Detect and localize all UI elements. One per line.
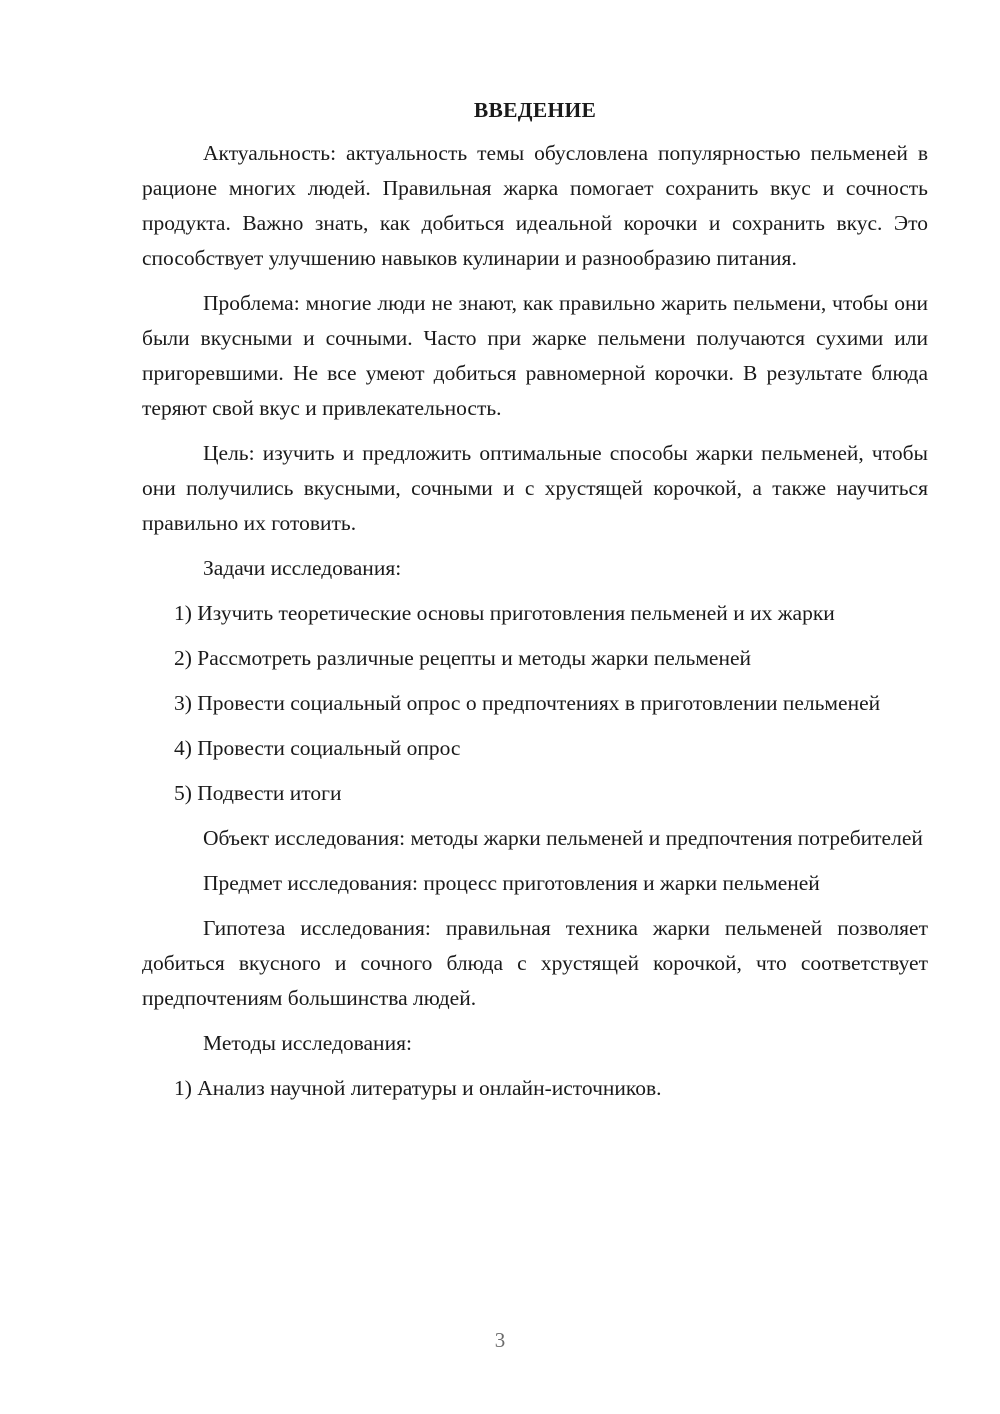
task-item: 4) Провести социальный опрос xyxy=(174,736,461,760)
hypothesis-paragraph: Гипотеза исследования: правильная техника жарки пельменей позволяет добиться вкусного и сочного блюда с хрустящей корочкой, что соответствует предпочтениям большинства людей. xyxy=(142,916,928,1010)
task-item: 2) Рассмотреть различные рецепты и методы жарки пельменей xyxy=(174,646,752,670)
subject-paragraph: Предмет исследования: процесс приготовления и жарки пельменей xyxy=(203,871,820,895)
task-item: 3) Провести социальный опрос о предпочтениях в приготовлении пельменей xyxy=(174,691,881,715)
document-page xyxy=(142,94,928,1116)
task-item: 1) Изучить теоретические основы приготовления пельменей и их жарки xyxy=(174,601,835,625)
goal-paragraph: Цель: изучить и предложить оптимальные способы жарки пельменей, чтобы они получились вкусными, сочными и с хрустящей корочкой, а также научиться правильно их готовить. xyxy=(142,441,928,535)
task-item: 5) Подвести итоги xyxy=(174,781,342,805)
methods-title: Методы исследования: xyxy=(203,1031,412,1055)
relevance-paragraph: Актуальность: актуальность темы обусловлена популярностью пельменей в рационе многих людей. Правильная жарка помогает сохранить вкус и сочность продукта. Важно знать, как добиться идеальной корочки и сохранить вкус. Это способствует улучшению навыков кулинарии и разнообразию питания. xyxy=(142,141,928,270)
problem-paragraph: Проблема: многие люди не знают, как правильно жарить пельмени, чтобы они были вкусными и сочными. Часто при жарке пельмени получаются сухими или пригоревшими. Не все умеют добиться равномерной корочки. В результате блюда теряют свой вкус и привлекательность. xyxy=(142,291,928,420)
tasks-title: Задачи исследования: xyxy=(203,556,402,580)
object-paragraph: Объект исследования: методы жарки пельменей и предпочтения потребителей xyxy=(203,826,923,850)
page-number: 3 xyxy=(494,1328,506,1352)
section-heading: ВВЕДЕНИЕ xyxy=(473,98,597,122)
method-item: 1) Анализ научной литературы и онлайн-источников. xyxy=(174,1076,662,1100)
